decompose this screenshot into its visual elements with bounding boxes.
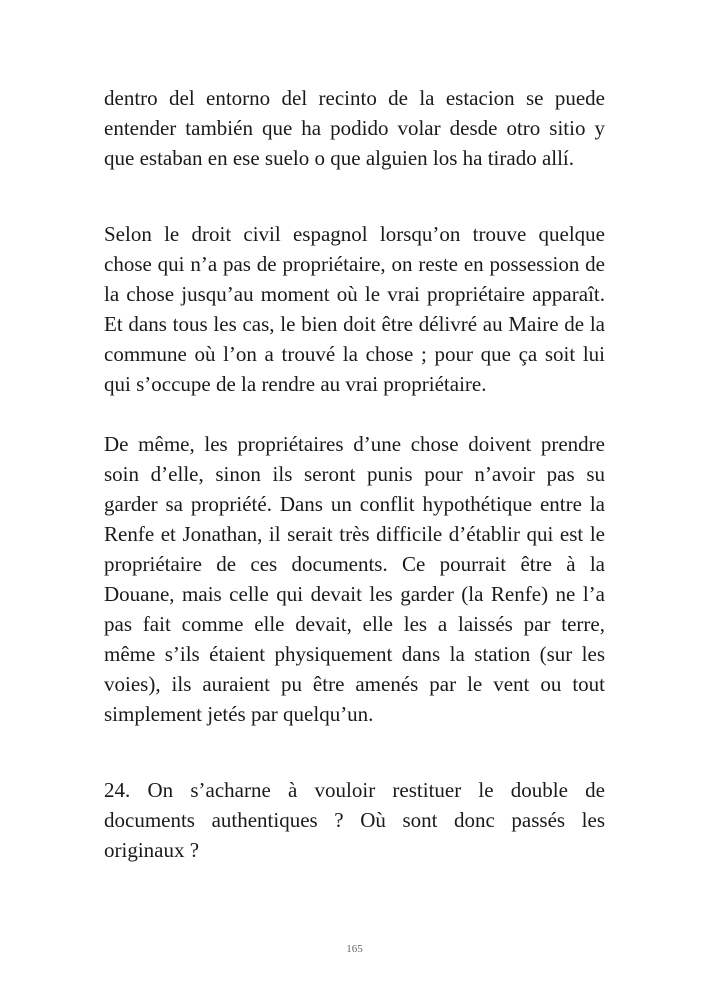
paragraph-spanish-continuation: dentro del entorno del recinto de la estacion se puede entender también que ha podido volar desde otro sitio y que estaban en ese suelo o que alguien los ha tirado allí. <box>104 86 605 170</box>
paragraph-question-24: 24. On s’acharne à vouloir restituer le double de documents authentiques ? Où sont donc passés les originaux ? <box>104 778 605 862</box>
paragraph-civil-law: Selon le droit civil espagnol lorsqu’on trouve quelque chose qui n’a pas de propriétaire, on reste en possession de la chose jusqu’au moment où le vrai propriétaire apparaît. Et dans tous les cas, le bien doit être délivré au Maire de la commune où l’on a trouvé la chose ; pour que ça soit lui qui s’occupe de la rendre au vrai propriétaire. <box>104 222 605 396</box>
page-number: 165 <box>346 943 363 955</box>
paragraph-owners-duty: De même, les propriétaires d’une chose doivent prendre soin d’elle, sinon ils seront punis pour n’avoir pas su garder sa propriété. Dans un conflit hypothétique entre la Renfe et Jonathan, il serait très difficile d’établir qui est le propriétaire de ces documents. Ce pourrait être à la Douane, mais celle qui devait les garder (la Renfe) ne l’a pas fait comme elle devait, elle les a laissés par terre, même s’ils étaient physiquement dans la station (sur les voies), ils auraient pu être amenés par le vent ou tout simplement jetés par quelqu’un. <box>104 432 605 726</box>
